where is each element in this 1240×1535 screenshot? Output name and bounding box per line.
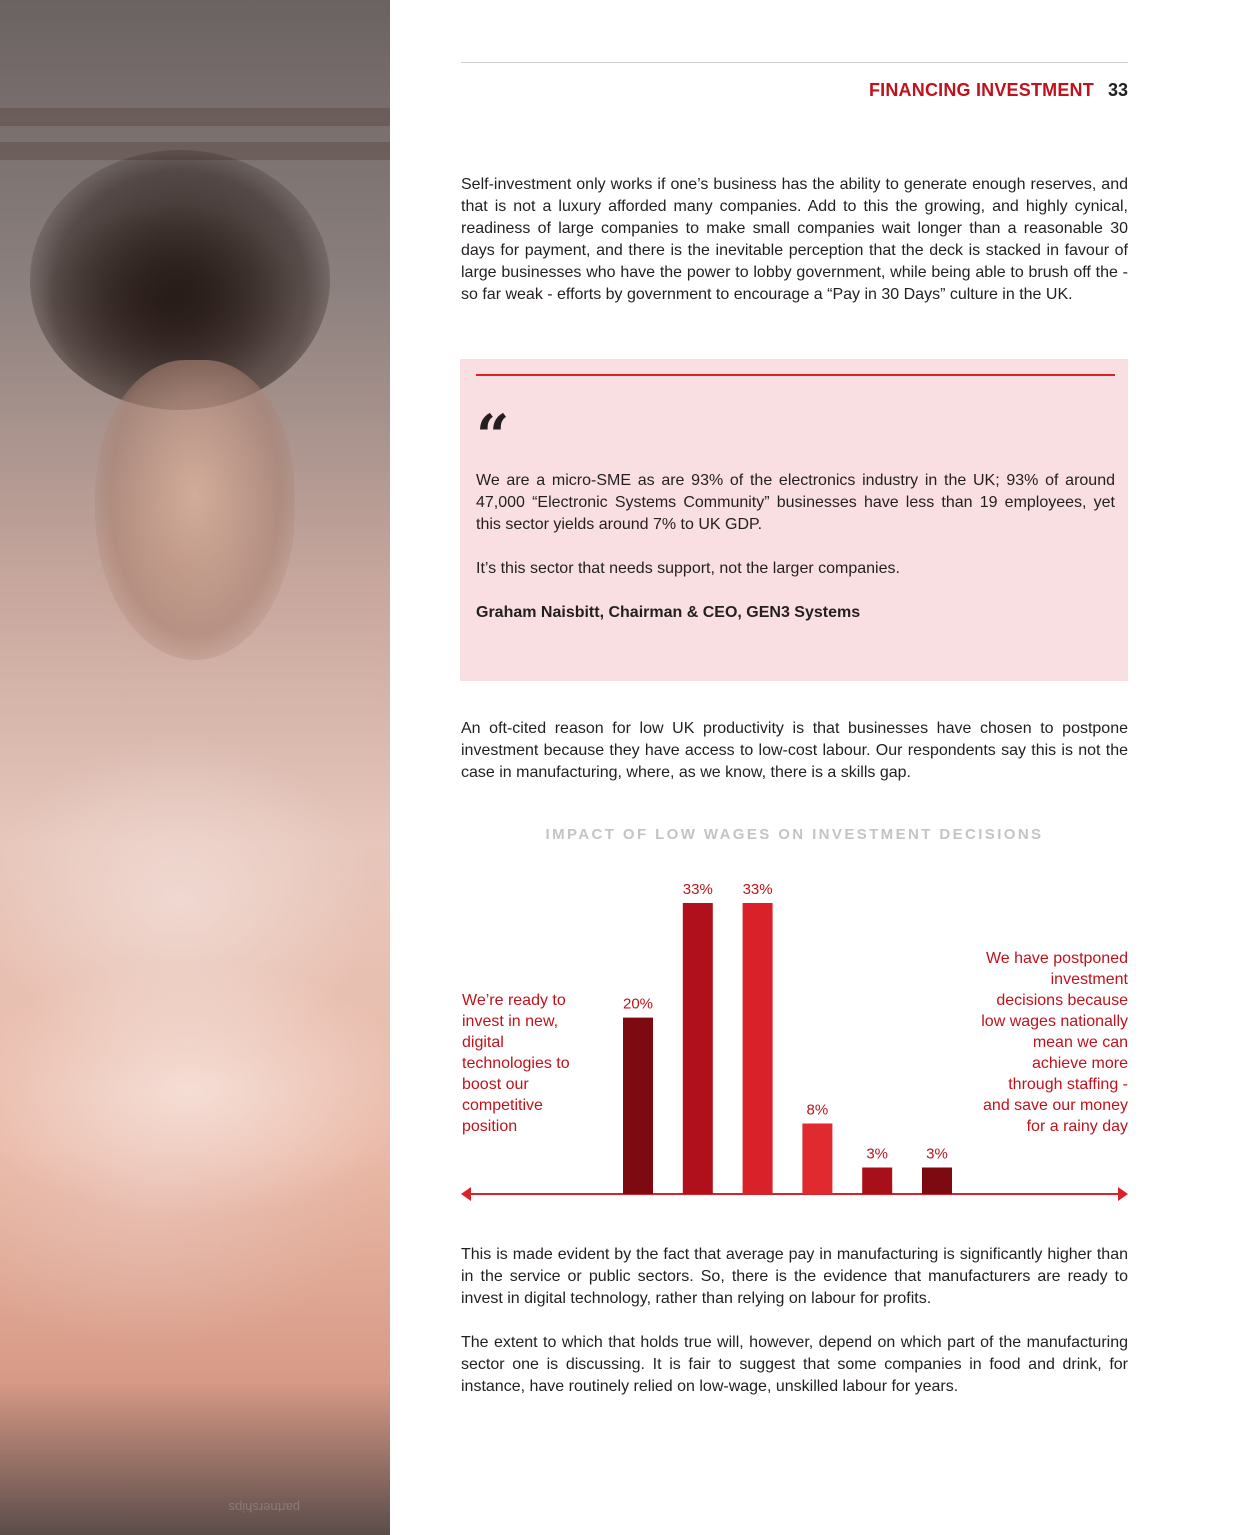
chart-bar	[922, 1168, 952, 1195]
chart-data-label: 33%	[742, 881, 773, 898]
page-number: 33	[1107, 80, 1128, 100]
chart-data-label: 3%	[926, 1145, 948, 1163]
chart-left-label: We’re ready to invest in new, digital technologies to boost our competitive position	[462, 992, 570, 1135]
section-title: FINANCING INVESTMENT	[868, 80, 1094, 100]
chart-data-label: 33%	[682, 881, 713, 898]
chart-data-label: 20%	[622, 995, 654, 1013]
chart-right-label: We have postponed investment decisions because low wages nationally mean we can achieve more through staffing - and save our money for a rainy day	[981, 950, 1128, 1135]
chart-bar	[802, 1124, 832, 1195]
chart-bar	[743, 903, 773, 1194]
quote-text-2: It’s this sector that needs support, not the larger companies.	[476, 560, 900, 577]
quote-author: Graham Naisbitt, Chairman & CEO, GEN3 Systems	[476, 604, 861, 621]
axis-arrow-left-icon	[461, 1187, 471, 1201]
chart-bar	[683, 903, 713, 1194]
chart-title: IMPACT OF LOW WAGES ON INVESTMENT DECISIONS	[545, 826, 1044, 843]
quote-mark-icon: “	[476, 402, 510, 470]
photo-caption: partnerships	[228, 1500, 300, 1515]
chart-data-label: 3%	[866, 1145, 889, 1163]
middle-paragraph: An oft-cited reason for low UK productivity is that businesses have chosen to postpone investment because they have access to low-cost labour. Our respondents say this is not the case in manufacturing, where, as we know, there is a skills gap.	[461, 720, 1128, 781]
after-chart-paragraph-2: The extent to which that holds true will, however, depend on which part of the manufacturing sector one is discussing. It is fair to suggest that some companies in food and drink, for instance, have routinely relied on low-wage, unskilled labour for years.	[461, 1334, 1128, 1395]
chart-data-label: 8%	[806, 1101, 829, 1119]
chart-bar	[623, 1018, 653, 1194]
quote-text: We are a micro-SME as are 93% of the electronics industry in the UK; 93% of around 47,000 “Electronic Systems Community” businesses have less than 19 employees, yet this sector yields around 7% to UK GDP.	[476, 472, 1115, 533]
after-chart-paragraph-1: This is made evident by the fact that average pay in manufacturing is significantly higher than in the service or public sectors. So, there is the evidence that manufacturers are ready to invest in digital technology, rather than relying on labour for profits.	[461, 1246, 1128, 1307]
axis-arrow-right-icon	[1118, 1187, 1128, 1201]
chart-bar	[862, 1168, 892, 1195]
intro-paragraph: Self-investment only works if one’s business has the ability to generate enough reserves, and that is not a luxury afforded many companies. Add to this the growing, and highly cynical, readiness of large companies to make small companies wait longer than a reasonable 30 days for payment, and there is the inevitable perception that the deck is stacked in favour of large businesses who have the power to lobby government, while being able to brush off the - so far weak - efforts by government to encourage a “Pay in 30 Days” culture in the UK.	[461, 176, 1128, 303]
